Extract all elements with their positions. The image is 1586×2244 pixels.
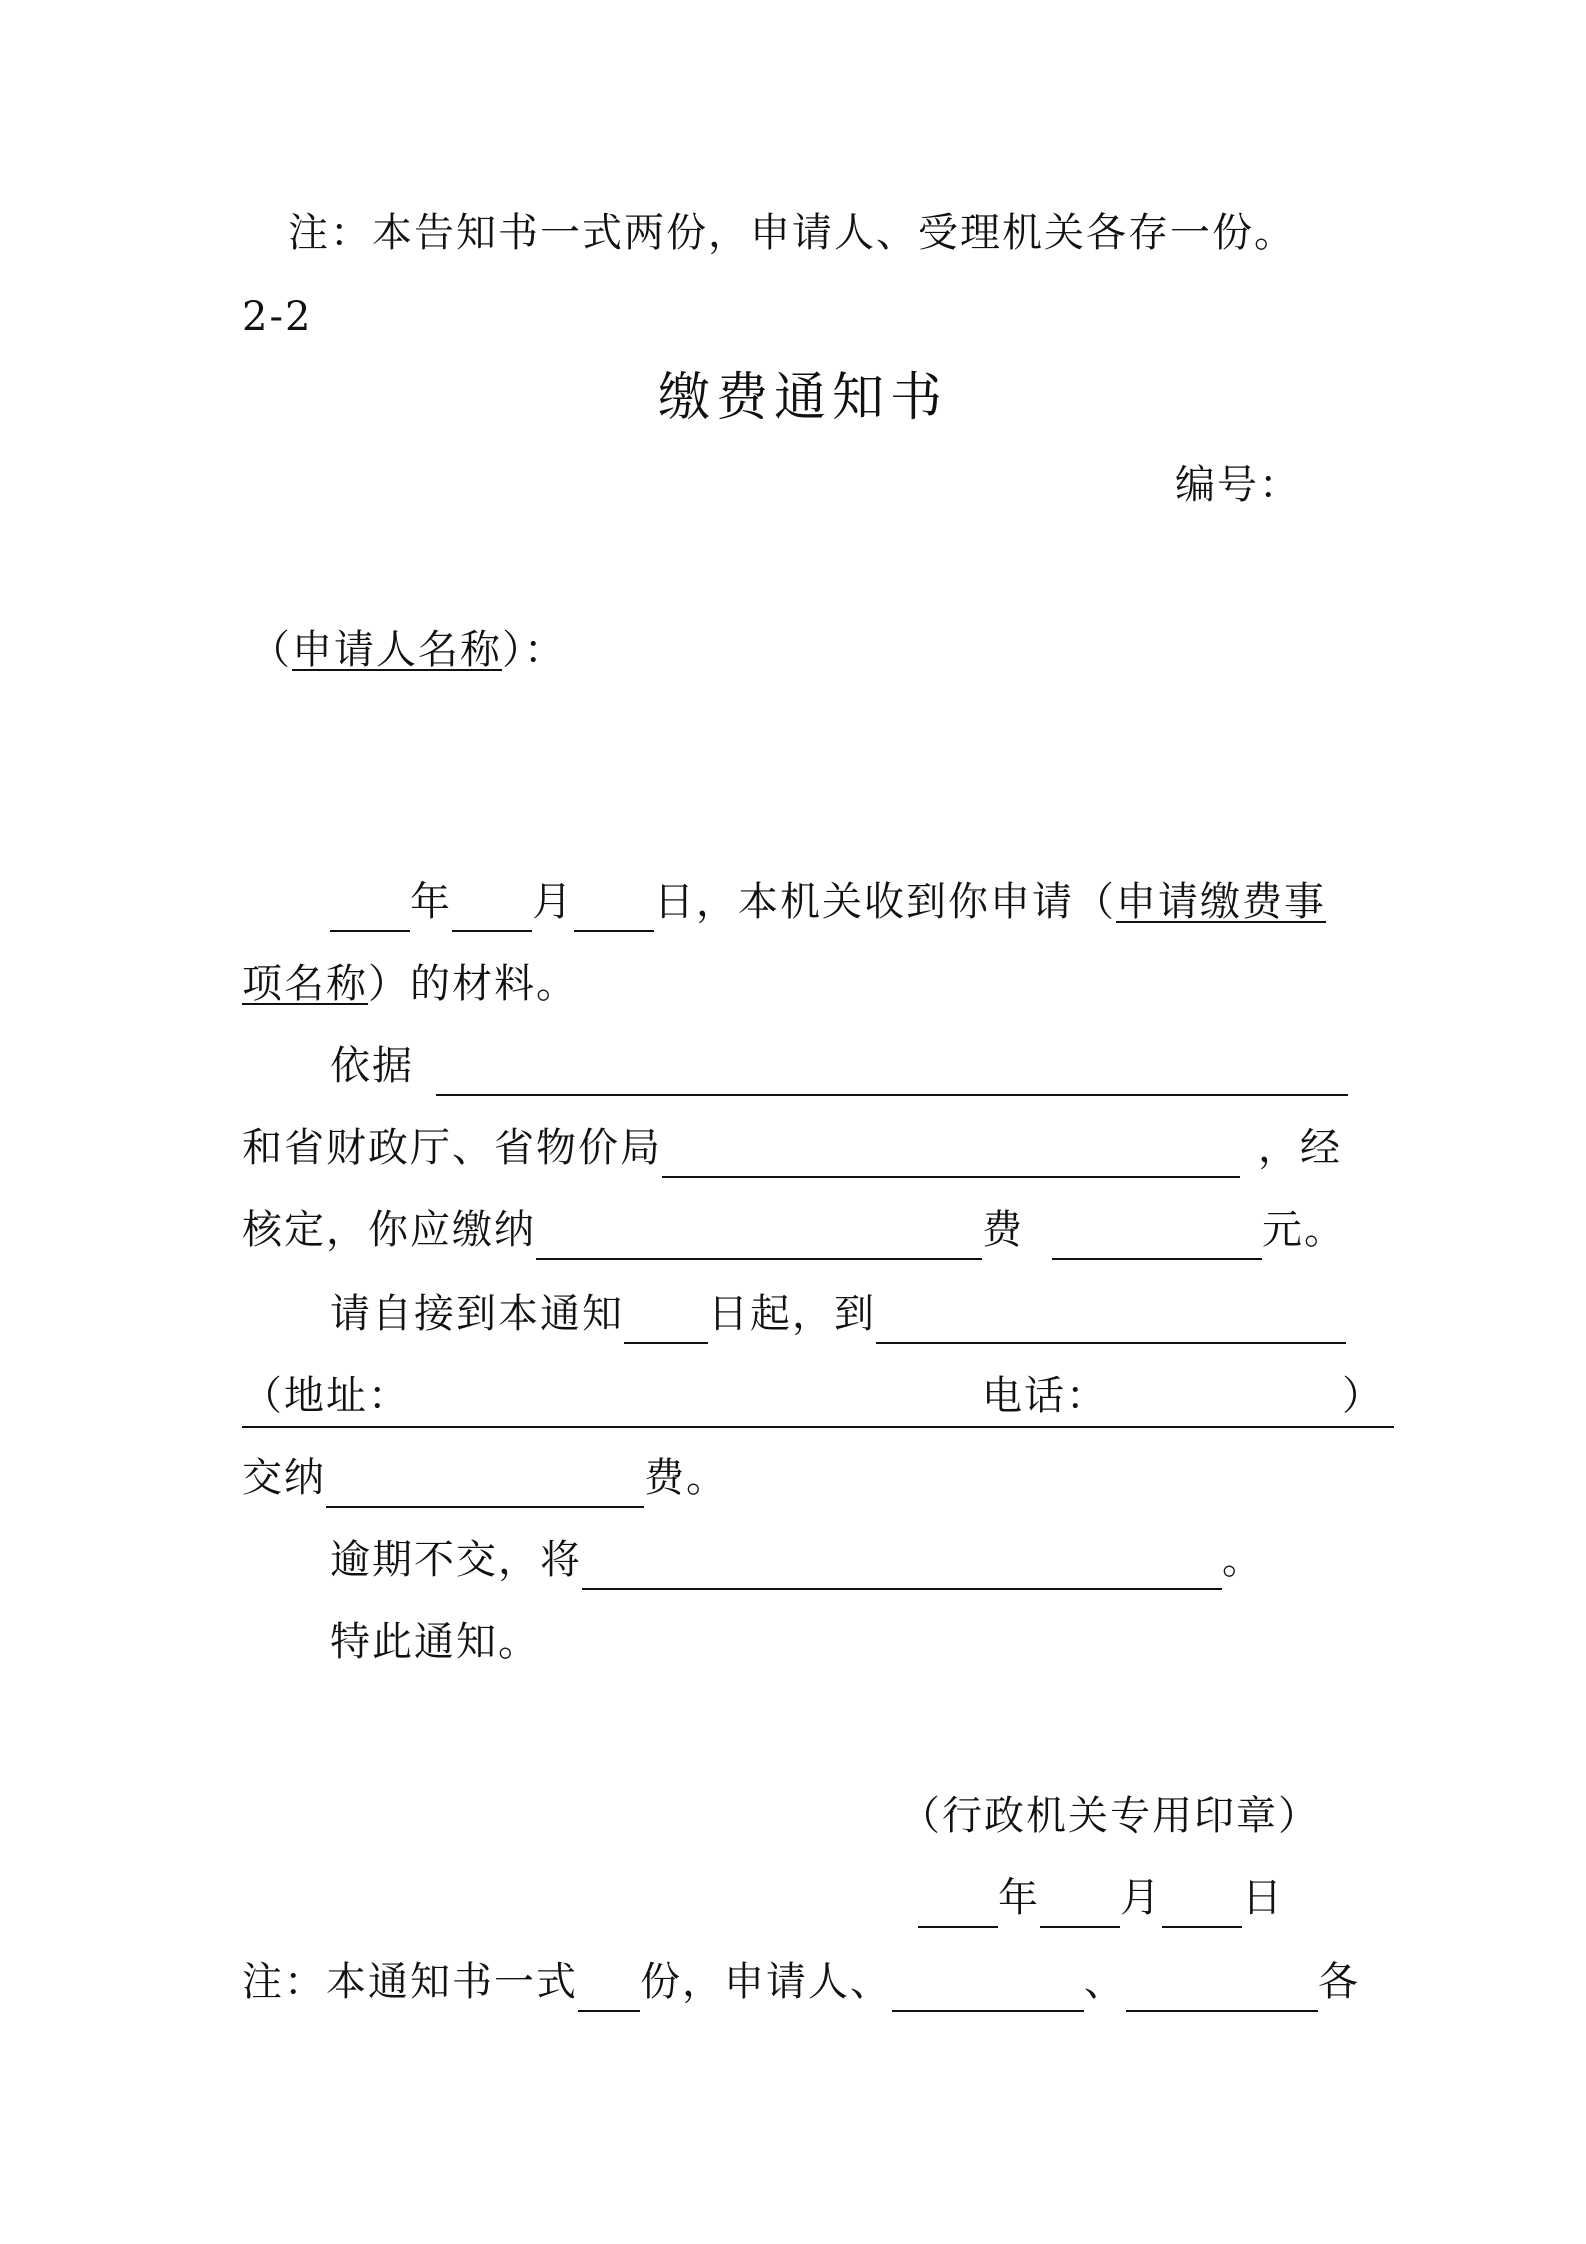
applicant-name-placeholder: 申请人名称 xyxy=(292,627,502,673)
month-blank xyxy=(452,886,532,932)
basis-line: 依据 xyxy=(330,1036,1348,1096)
section-number: 2-2 xyxy=(242,294,313,340)
overdue-blank xyxy=(582,1544,1222,1590)
year-blank xyxy=(330,886,410,932)
sign-month-blank xyxy=(1040,1882,1120,1928)
holder-blank-1 xyxy=(892,1966,1084,2012)
assessment-line: 核定，你应缴纳 费 元。 xyxy=(242,1200,1346,1260)
signature-date-line: 年 月 日 xyxy=(918,1868,1284,1928)
page-title: 缴费通知书 xyxy=(658,368,949,428)
days-blank xyxy=(624,1298,708,1344)
fee-item-placeholder-1: 申请缴费事 xyxy=(1116,879,1326,925)
amount-blank xyxy=(1052,1214,1262,1260)
top-note: 注：本告知书一式两份，申请人、受理机关各存一份。 xyxy=(288,210,1296,256)
overdue-line: 逾期不交，将 。 xyxy=(330,1530,1264,1590)
basis-blank xyxy=(436,1050,1348,1096)
sign-day-blank xyxy=(1162,1882,1242,1928)
province-line: 和省财政厅、省物价局 ，经 xyxy=(242,1118,1342,1178)
copies-blank xyxy=(578,1966,640,2012)
day-blank xyxy=(574,886,654,932)
holder-blank-2 xyxy=(1126,1966,1318,2012)
pay-fee-blank xyxy=(326,1462,644,1508)
fee-type-blank xyxy=(536,1214,982,1260)
bottom-note: 注：本通知书一式 份，申请人、 、 各 xyxy=(242,1952,1360,2012)
document-blank xyxy=(662,1132,1240,1178)
fee-item-placeholder-2: 项名称 xyxy=(242,961,368,1007)
receipt-date-line: 年 月 日，本机关收到你申请（申请缴费事 xyxy=(330,872,1326,932)
notice-closing: 特此通知。 xyxy=(330,1619,540,1665)
payment-place-line: 请自接到本通知 日起，到 xyxy=(330,1284,1346,1344)
sign-year-blank xyxy=(918,1882,998,1928)
receipt-line-2: 项名称）的材料。 xyxy=(242,961,578,1007)
place-blank xyxy=(876,1298,1346,1344)
addressee-line: （申请人名称）： xyxy=(250,627,566,673)
pay-fee-line: 交纳 费。 xyxy=(242,1448,728,1508)
address-phone-line: （地址： 电话： ） xyxy=(242,1366,1394,1428)
number-label: 编号： xyxy=(1175,462,1301,508)
official-seal-label: （行政机关专用印章） xyxy=(900,1793,1320,1839)
